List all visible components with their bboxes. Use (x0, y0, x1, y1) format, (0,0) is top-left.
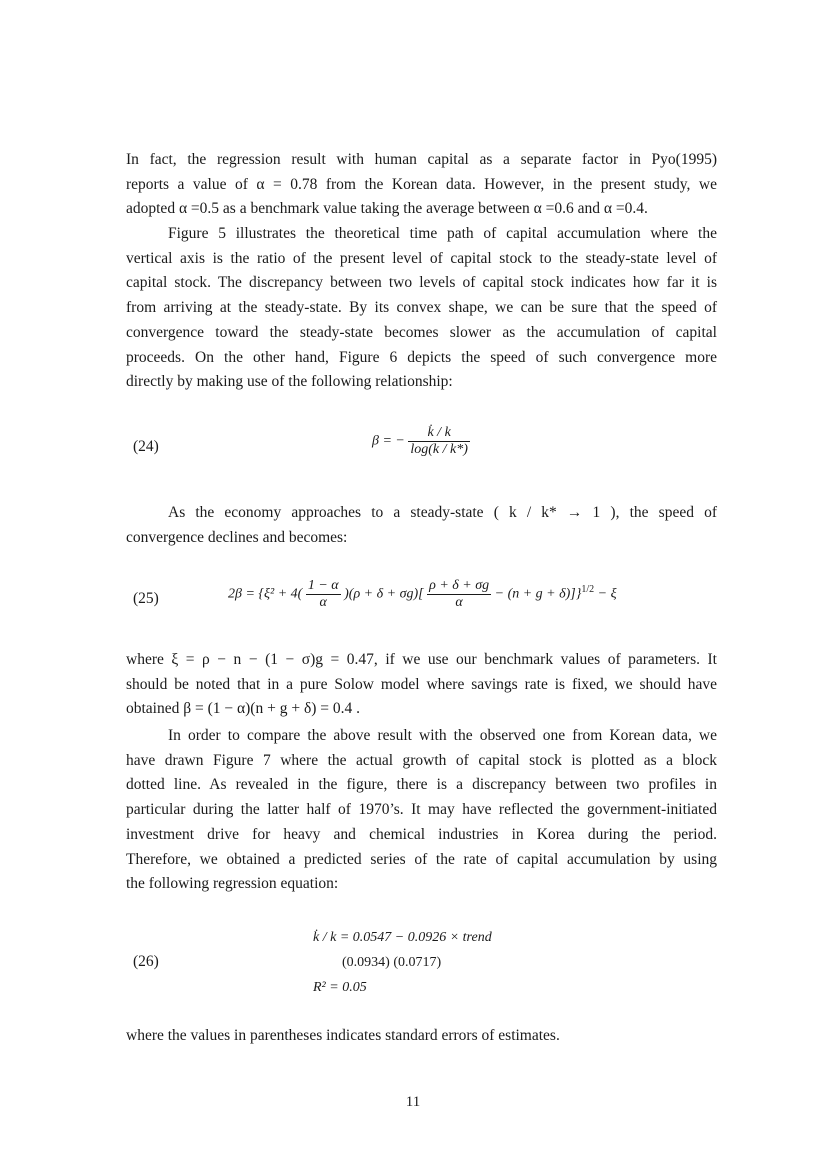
text-line: vertical axis is the ratio of the present level of capital stock to the steady-state level of (126, 249, 717, 267)
text-line: convergence declines and becomes: (126, 528, 348, 546)
text-line: capital stock. The discrepancy between two levels of capital stock indicates how far it is (126, 274, 717, 292)
paragraph-2 (126, 222, 717, 395)
text-line: As the economy approaches to a steady-state ( k / k* → 1 ), the speed of (168, 504, 717, 521)
text-line: have drawn Figure 7 where the actual growth of capital stock is plotted as a block (126, 751, 717, 769)
equation-25-number: (25) (133, 590, 159, 607)
text-line: In order to compare the above result with the observed one from Korean data, we (168, 727, 717, 744)
paragraph-1 (126, 148, 717, 222)
equation-26-line-1: k̇ / k = 0.0547 − 0.0926 × trend (313, 930, 492, 945)
text-line: where ξ = ρ − n − (1 − σ)g = 0.47, if we use our benchmark values of parameters. It (126, 651, 717, 668)
text-line: Figure 5 illustrates the theoretical time path of capital accumulation where the (168, 225, 717, 242)
equation-26-line-3: R² = 0.05 (313, 980, 367, 995)
paragraph-6 (126, 1024, 717, 1049)
eq25-frac2-denominator: α (455, 595, 463, 610)
text-line: Therefore, we obtained a predicted series of the rate of capital accumulation by using (126, 850, 717, 868)
text-line: reports a value of α = 0.78 from the Korean data. However, in the present study, we (126, 175, 717, 193)
eq25-frac1-denominator: α (319, 595, 327, 610)
text-line: dotted line. As revealed in the figure, there is a discrepancy between two profiles in (126, 776, 717, 794)
page-number: 11 (405, 1094, 421, 1110)
equation-24 (372, 425, 470, 458)
eq24-lhs: β = − (372, 433, 405, 449)
paragraph-4 (126, 648, 717, 722)
text-line: should be noted that in a pure Solow model where savings rate is fixed, we should have (126, 675, 717, 693)
eq24-numerator: k̇ / k (408, 425, 470, 442)
eq25-exponent: 1/2 (581, 584, 595, 596)
eq25-frac1-numerator: 1 − α (307, 578, 339, 593)
eq25-part-2: )(ρ + δ + σg)[ (344, 586, 424, 602)
eq25-part-1: 2β = {ξ² + 4( (228, 586, 303, 602)
text-line: particular during the latter half of 1970’s. It may have reflected the government-initiated (126, 801, 717, 819)
eq24-denominator: log(k / k*) (410, 442, 468, 457)
text-line: directly by making use of the following relationship: (126, 373, 453, 391)
eq25-part-3: − (n + g + δ)]} (494, 586, 582, 602)
text-line: where the values in parentheses indicates standard errors of estimates. (126, 1027, 560, 1044)
paragraph-5 (126, 724, 717, 897)
eq24-fraction (408, 425, 470, 458)
eq25-part-4: − ξ (597, 586, 617, 602)
text-line: investment drive for heavy and chemical industries in Korea during the period. (126, 825, 717, 843)
paragraph-3 (126, 501, 717, 550)
text-line: In fact, the regression result with human capital as a separate factor in Pyo(1995) (126, 151, 717, 168)
text-line: from arriving at the steady-state. By its convex shape, we can be sure that the speed of (126, 299, 717, 317)
text-line: the following regression equation: (126, 875, 339, 893)
eq25-fraction-1 (306, 578, 341, 611)
text-line: proceeds. On the other hand, Figure 6 depicts the speed of such convergence more (126, 348, 717, 366)
text-line: obtained β = (1 − α)(n + g + δ) = 0.4 . (126, 700, 361, 718)
text-line: adopted α =0.5 as a benchmark value taking the average between α =0.6 and α =0.4. (126, 200, 648, 218)
eq25-frac2-numerator: ρ + δ + σg (429, 578, 490, 593)
equation-24-number: (24) (133, 438, 159, 455)
eq25-fraction-2 (427, 578, 491, 611)
text-line: convergence toward the steady-state becomes slower as the accumulation of capital (126, 323, 717, 341)
equation-26-number: (26) (133, 953, 159, 970)
equation-25 (228, 578, 617, 611)
equation-26-line-2: (0.0934) (0.0717) (342, 955, 442, 970)
